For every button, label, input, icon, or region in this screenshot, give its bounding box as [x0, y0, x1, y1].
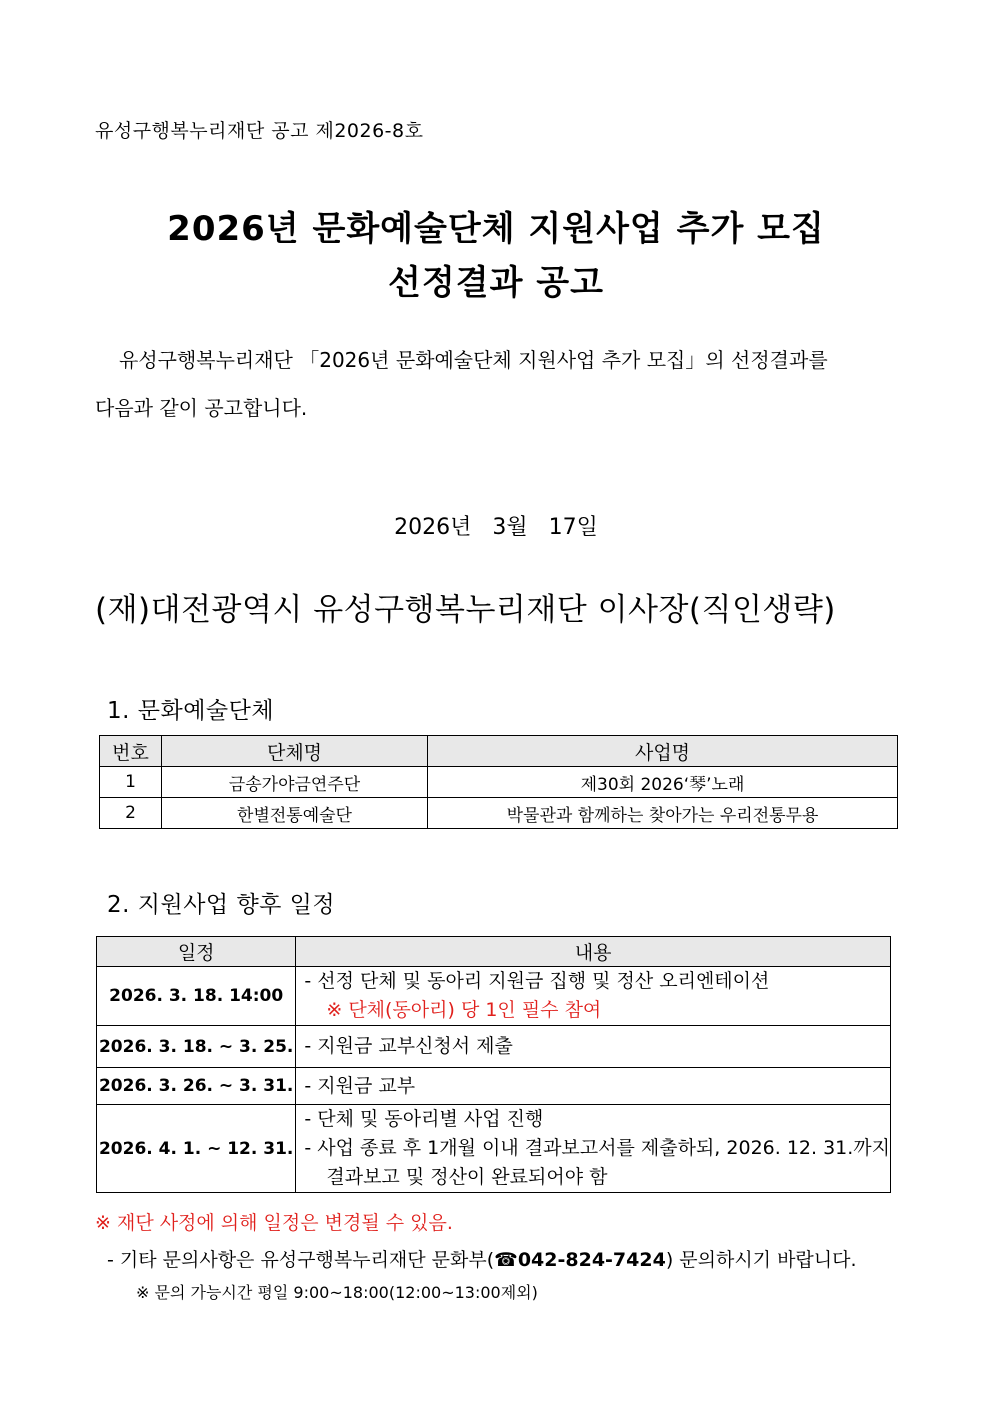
col-header-group: 단체명	[162, 736, 428, 767]
organization-signature: (재)대전광역시 유성구행복누리재단 이사장(직인생략)	[95, 592, 836, 628]
col-header-schedule: 일정	[97, 937, 296, 967]
col-header-content: 내용	[296, 937, 891, 967]
table-header-row	[100, 736, 898, 767]
table-row	[97, 1068, 891, 1105]
table-row	[97, 967, 891, 1026]
content-line: - 지원금 교부	[304, 1074, 416, 1097]
schedule-table	[96, 936, 891, 1193]
content-line: - 사업 종료 후 1개월 이내 결과보고서를 제출하되, 2026. 12. 31.까지	[304, 1137, 890, 1159]
cell-group: 한별전통예술단	[162, 798, 428, 829]
cell-content	[296, 1068, 891, 1105]
cell-number: 1	[100, 767, 162, 798]
contact-info	[107, 1245, 857, 1272]
intro-line-1: 유성구행복누리재단 「2026년 문화예술단체 지원사업 추가 모집」의 선정결과를	[119, 348, 828, 372]
page-title: 2026년 문화예술단체 지원사업 추가 모집	[167, 209, 825, 249]
phone-icon: ☎	[494, 1249, 518, 1271]
table-row	[97, 1026, 891, 1068]
cell-project: 제30회 2026‘琴’노래	[428, 767, 898, 798]
cell-date: 2026. 3. 18. 14:00	[97, 967, 296, 1026]
selected-groups-table	[99, 735, 898, 829]
contact-suffix: ) 문의하시기 바랍니다.	[665, 1249, 857, 1271]
cell-group: 금송가야금연주단	[162, 767, 428, 798]
section1-heading: 1. 문화예술단체	[107, 698, 275, 724]
inquiry-hours: ※ 문의 가능시간 평일 9:00~18:00(12:00~13:00제외)	[136, 1283, 538, 1302]
announcement-date: 2026년 3월 17일	[394, 515, 598, 540]
cell-content	[296, 1105, 891, 1193]
contact-prefix: - 기타 문의사항은 유성구행복누리재단 문화부(	[107, 1249, 495, 1271]
cell-date: 2026. 4. 1. ~ 12. 31.	[97, 1105, 296, 1193]
content-line-continued: 결과보고 및 정산이 완료되어야 함	[326, 1166, 608, 1188]
content-line: - 단체 및 동아리별 사업 진행	[304, 1108, 544, 1130]
intro-paragraph	[95, 336, 895, 432]
content-note-red: ※ 단체(동아리) 당 1인 필수 참여	[326, 999, 602, 1021]
table-row	[100, 767, 898, 798]
table-row	[97, 1105, 891, 1193]
table-row	[100, 798, 898, 829]
col-header-project: 사업명	[428, 736, 898, 767]
cell-content	[296, 1026, 891, 1068]
cell-content	[296, 967, 891, 1026]
cell-date: 2026. 3. 26. ~ 3. 31.	[97, 1068, 296, 1105]
doc-number: 유성구행복누리재단 공고 제2026-8호	[95, 120, 424, 142]
cell-project: 박물관과 함께하는 찾아가는 우리전통무용	[428, 798, 898, 829]
intro-line-2: 다음과 같이 공고합니다.	[95, 396, 308, 420]
cell-date: 2026. 3. 18. ~ 3. 25.	[97, 1026, 296, 1068]
section2-heading: 2. 지원사업 향후 일정	[107, 892, 336, 918]
table-header-row	[97, 937, 891, 967]
schedule-change-notice: ※ 재단 사정에 의해 일정은 변경될 수 있음.	[95, 1212, 453, 1234]
page-subtitle: 선정결과 공고	[388, 263, 604, 303]
col-header-number: 번호	[100, 736, 162, 767]
cell-number: 2	[100, 798, 162, 829]
content-line: - 선정 단체 및 동아리 지원금 집행 및 정산 오리엔테이션	[304, 970, 770, 992]
contact-phone: 042-824-7424	[517, 1249, 666, 1271]
content-line: - 지원금 교부신청서 제출	[304, 1035, 513, 1057]
